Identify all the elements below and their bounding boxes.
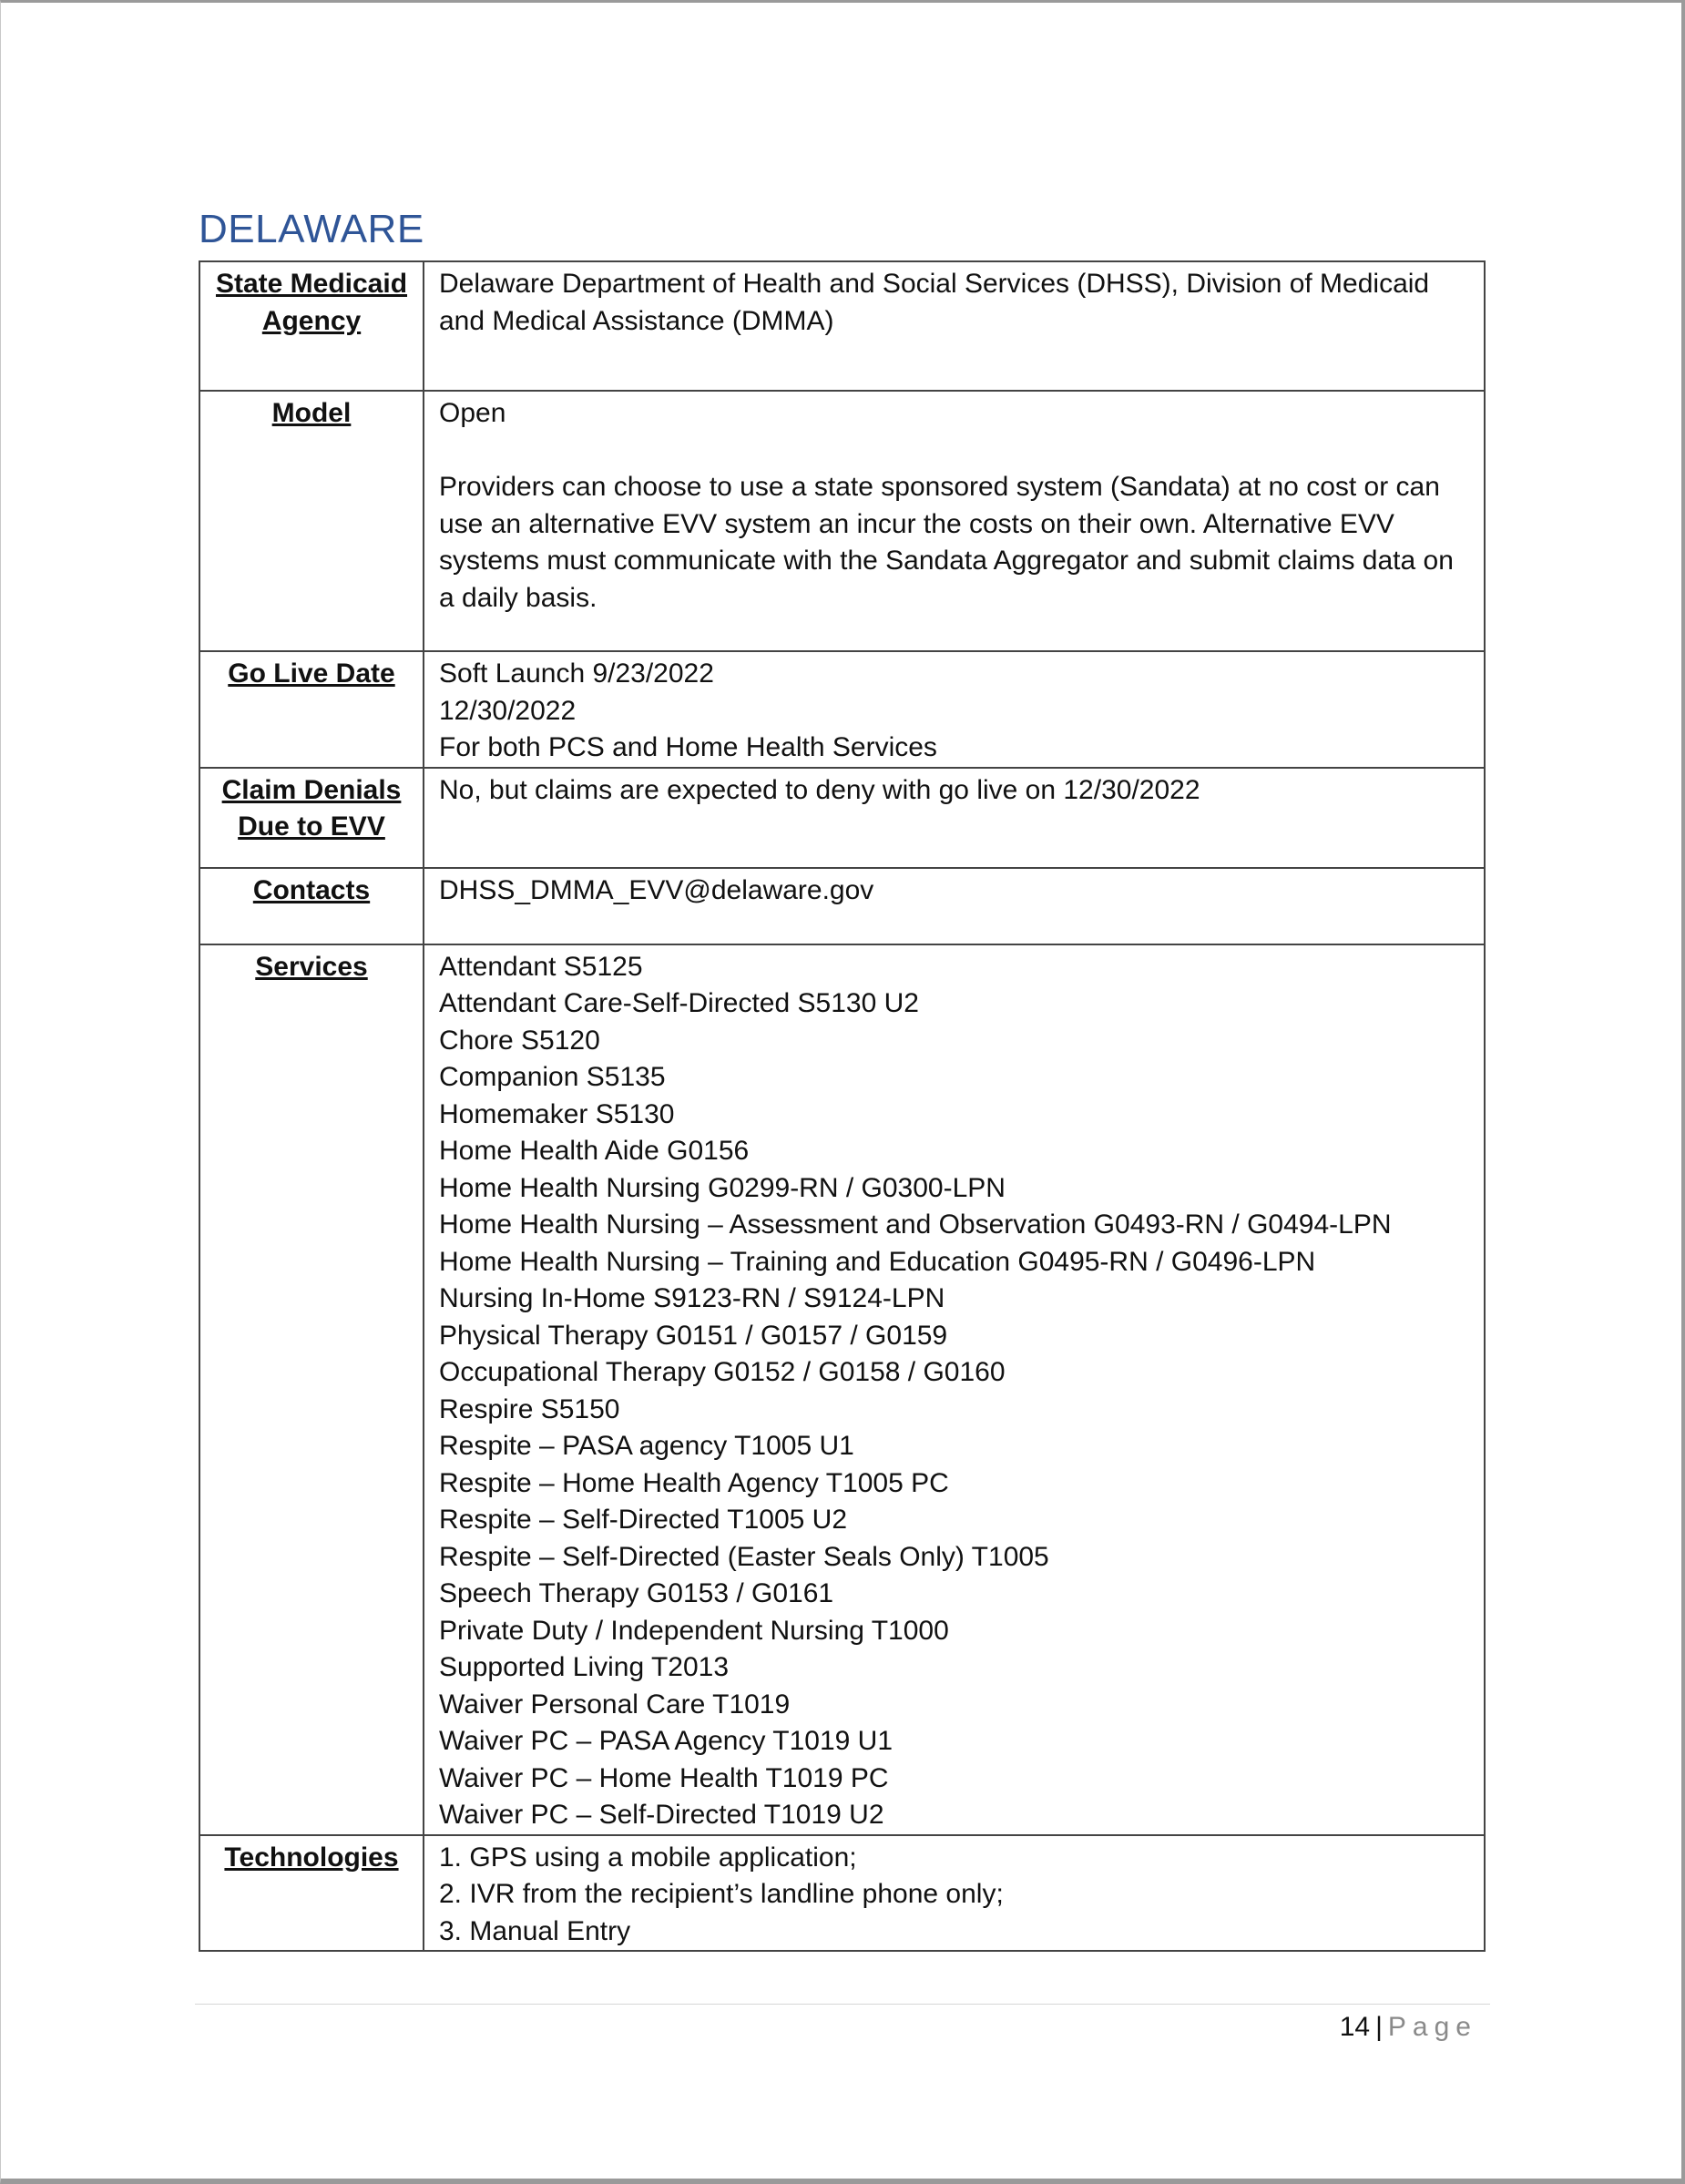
go-live-line: Soft Launch 9/23/2022 [439, 658, 714, 689]
list-item: Respite – Home Health Agency T1005 PC [439, 1467, 949, 1498]
services-label: Services [199, 944, 424, 1835]
list-item: Home Health Nursing – Assessment and Observation G0493-RN / G0494-LPN [439, 1209, 1392, 1240]
list-item: Companion S5135 [439, 1062, 666, 1092]
list-item: Waiver Personal Care T1019 [439, 1689, 791, 1720]
technologies-list [424, 1835, 1485, 1952]
list-item: Private Duty / Independent Nursing T1000 [439, 1615, 949, 1646]
list-item: 2. IVR from the recipient’s landline phone only; [439, 1879, 1004, 1909]
table-row-go-live [199, 651, 1485, 768]
state-heading: DELAWARE [199, 207, 424, 251]
model-type: Open [439, 398, 506, 428]
list-item: 1. GPS using a mobile application; [439, 1842, 857, 1873]
list-item: Occupational Therapy G0152 / G0158 / G0160 [439, 1357, 1006, 1387]
list-item: Attendant Care-Self-Directed S5130 U2 [439, 988, 919, 1018]
contacts-email: DHSS_DMMA_EVV@delaware.gov [424, 868, 1485, 944]
claim-denials-value: No, but claims are expected to deny with go live on 12/30/2022 [424, 768, 1485, 868]
table-row-model [199, 391, 1485, 651]
services-list [424, 944, 1485, 1835]
list-item: Home Health Nursing G0299-RN / G0300-LPN [439, 1172, 1006, 1203]
page-word: Page [1387, 2012, 1477, 2042]
model-detail: Providers can choose to use a state sponsored system (Sandata) at no cost or can use an alternative EVV system an incur the costs on their own. Alternative EVV systems must communicate with the Sandata Aggregator and submit claims data on a daily basis. [439, 472, 1454, 613]
footer-divider [195, 2004, 1490, 2005]
table-row-agency [199, 261, 1485, 391]
list-item: Respite – Self-Directed (Easter Seals Only) T1005 [439, 1541, 1049, 1572]
table-row-claim-denials [199, 768, 1485, 868]
go-live-line: 12/30/2022 [439, 695, 577, 726]
contacts-label: Contacts [199, 868, 424, 944]
list-item: Home Health Nursing – Training and Education G0495-RN / G0496-LPN [439, 1246, 1316, 1277]
list-item: Waiver PC – PASA Agency T1019 U1 [439, 1726, 894, 1756]
list-item: Supported Living T2013 [439, 1652, 730, 1682]
list-item: Physical Therapy G0151 / G0157 / G0159 [439, 1320, 948, 1351]
page-number: 14 [1339, 2012, 1371, 2042]
list-item: Waiver PC – Home Health T1019 PC [439, 1762, 889, 1793]
agency-value: Delaware Department of Health and Social Services (DHSS), Division of Medicaid and Medical Assistance (DMMA) [424, 261, 1485, 391]
list-item: Respite – Self-Directed T1005 U2 [439, 1505, 848, 1535]
list-item: Chore S5120 [439, 1025, 600, 1056]
table-row-contacts [199, 868, 1485, 944]
agency-label: State Medicaid Agency [199, 261, 424, 391]
go-live-label: Go Live Date [199, 651, 424, 768]
claim-denials-label: Claim Denials Due to EVV [199, 768, 424, 868]
list-item: 3. Manual Entry [439, 1915, 631, 1946]
list-item: Home Health Aide G0156 [439, 1136, 750, 1166]
table-row-technologies [199, 1835, 1485, 1952]
list-item: Respite – PASA agency T1005 U1 [439, 1431, 854, 1461]
list-item: Speech Therapy G0153 / G0161 [439, 1578, 834, 1608]
go-live-value [424, 651, 1485, 768]
model-label: Model [199, 391, 424, 651]
page-footer [1340, 2009, 1477, 2046]
go-live-line: For both PCS and Home Health Services [439, 732, 937, 762]
list-item: Respire S5150 [439, 1393, 620, 1424]
footer-separator: | [1375, 2012, 1383, 2042]
list-item: Homemaker S5130 [439, 1098, 675, 1129]
model-value [424, 391, 1485, 651]
list-item: Nursing In-Home S9123-RN / S9124-LPN [439, 1283, 945, 1313]
list-item: Waiver PC – Self-Directed T1019 U2 [439, 1800, 884, 1830]
evv-info-table [199, 260, 1486, 1952]
list-item: Attendant S5125 [439, 951, 643, 982]
technologies-label: Technologies [199, 1835, 424, 1952]
table-row-services [199, 944, 1485, 1835]
